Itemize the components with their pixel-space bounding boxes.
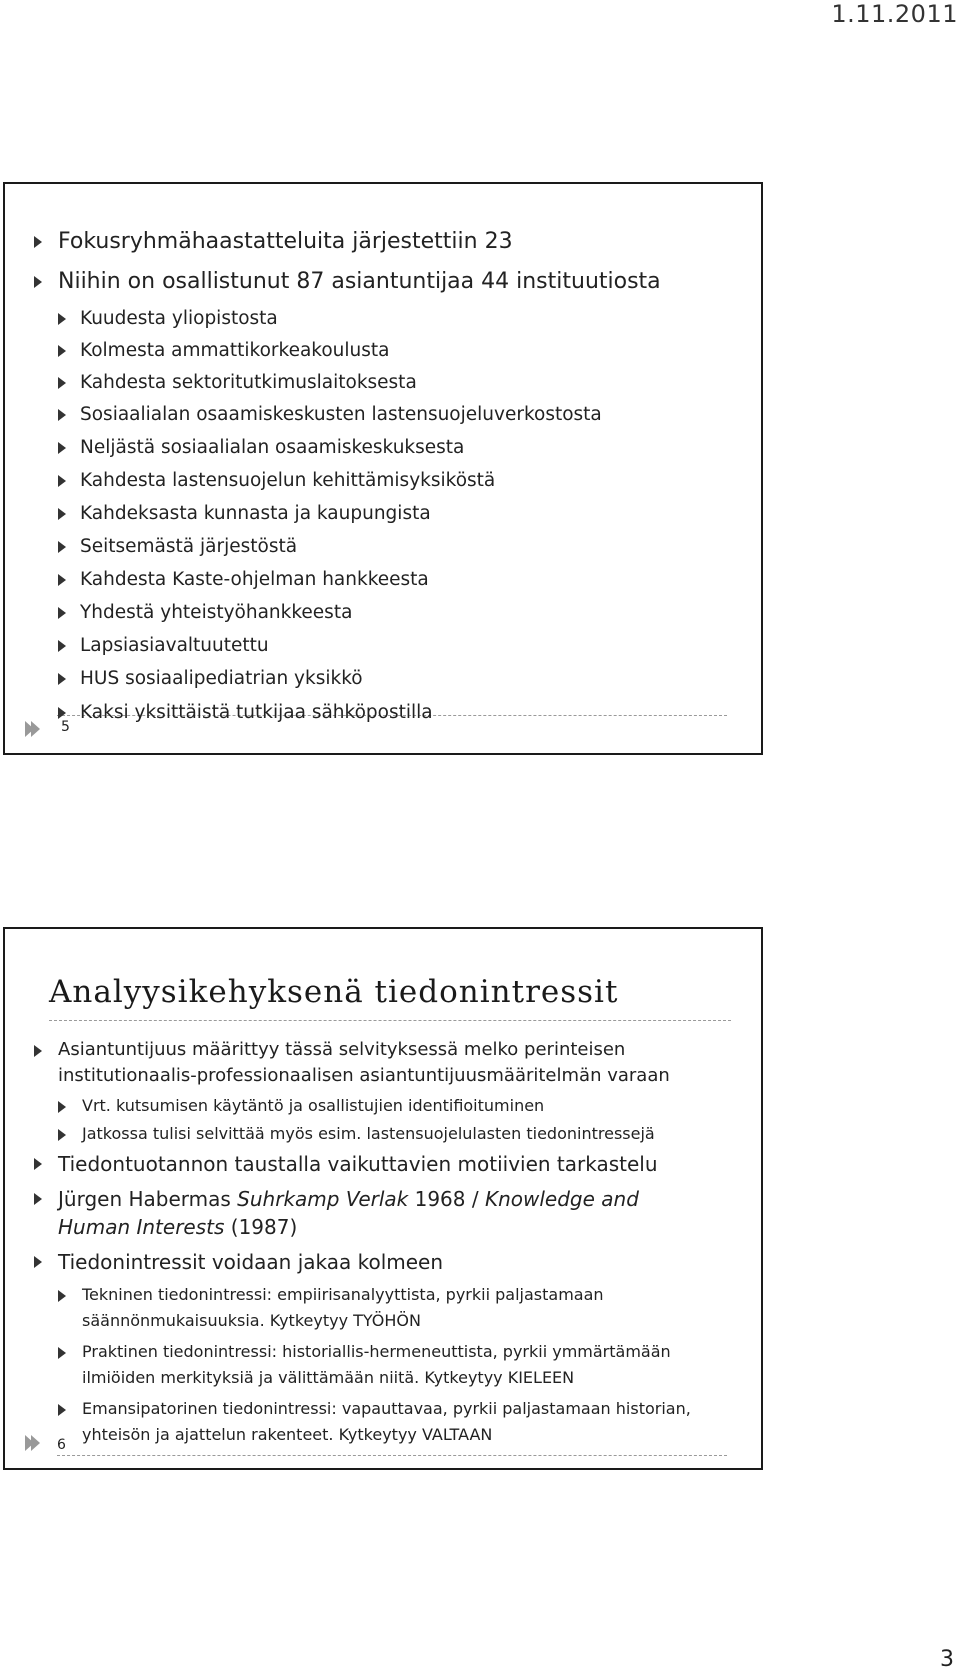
bullet-text: Fokusryhmähaastatteluita järjestettiin 23 [58, 229, 513, 254]
bullet-arrow-icon [58, 409, 66, 421]
bullet-text: Yhdestä yhteistyöhankkeesta [80, 602, 353, 623]
bullet-text: Emansipatorinen tiedonintressi: vapauttavaa, pyrkii paljastamaan historian, yhteisön ja ajattelun rakenteet. Kytkeytyy VALTAAN [82, 1399, 691, 1444]
sub-bullet-item [58, 340, 390, 361]
bullet-text: Kahdeksasta kunnasta ja kaupungista [80, 503, 431, 524]
bullet-arrow-icon [58, 640, 66, 652]
sub-bullet-item [58, 503, 431, 524]
bullet-text: Tekninen tiedonintressi: empiirisanalyyttista, pyrkii paljastamaan säännönmukaisuuksia. Kytkeytyy TYÖHÖN [82, 1285, 604, 1330]
bullet-arrow-icon [58, 475, 66, 487]
publisher-text: Suhrkamp Verlak [237, 1187, 409, 1211]
sub-bullet-item [58, 635, 269, 656]
bullet-text: Kahdesta lastensuojelun kehittämisyksiköstä [80, 470, 496, 491]
footer-divider [57, 1455, 727, 1456]
bullet-arrow-icon [58, 1404, 66, 1416]
slide-title: Analyysikehyksenä tiedonintressit [49, 974, 619, 1010]
bullet-text: Kahdesta Kaste-ohjelman hankkeesta [80, 569, 429, 590]
slide-5 [3, 182, 763, 755]
bullet-arrow-icon [58, 673, 66, 685]
slide-number: 6 [57, 1437, 66, 1453]
bullet-arrow-icon [58, 377, 66, 389]
bullet-item [34, 1248, 734, 1276]
bullet-arrow-icon [58, 1290, 66, 1302]
bullet-text: Jatkossa tulisi selvittää myös esim. lastensuojelulasten tiedonintressejä [82, 1124, 655, 1143]
sub-bullet-item [58, 437, 464, 458]
bullet-text: Neljästä sosiaalialan osaamiskeskuksesta [80, 437, 465, 458]
sub-bullet-item [58, 1396, 698, 1448]
bullet-text: Sosiaalialan osaamiskeskusten lastensuojeluverkostosta [80, 404, 602, 425]
bullet-arrow-icon [58, 313, 66, 325]
bullet-text: Tiedonintressit voidaan jakaa kolmeen [58, 1250, 444, 1274]
sub-bullet-item [58, 569, 429, 590]
bullet-arrow-icon [34, 236, 42, 248]
bullet-arrow-icon [34, 1045, 42, 1057]
sub-bullet-item [58, 602, 352, 623]
bullet-arrow-icon [58, 607, 66, 619]
bullet-text: Kuudesta yliopistosta [80, 308, 278, 329]
bullet-text: Vrt. kutsumisen käytäntö ja osallistujien identifioituminen [82, 1096, 545, 1115]
bullet-arrow-icon [58, 508, 66, 520]
sub-bullet-item [58, 702, 433, 723]
bullet-arrow-icon [58, 1347, 66, 1359]
sub-bullet-item [58, 372, 417, 393]
translation-year-text: (1987) [224, 1215, 298, 1239]
bullet-text [58, 1185, 674, 1241]
sub-bullet-item [58, 1339, 698, 1391]
sub-bullet-item [58, 404, 602, 425]
sub-bullet-item [58, 1093, 738, 1119]
bullet-text: Kaksi yksittäistä tutkijaa sähköpostilla [80, 702, 433, 723]
bullet-arrow-icon [58, 442, 66, 454]
slide-6 [3, 927, 763, 1470]
bullet-arrow-icon [58, 707, 66, 719]
bullet-item [34, 1185, 674, 1241]
bullet-arrow-icon [58, 1129, 66, 1141]
bullet-text: Niihin on osallistunut 87 asiantuntijaa 44 instituutiosta [58, 269, 661, 294]
bullet-text: Lapsiasiavaltuutettu [80, 635, 269, 656]
sub-bullet-item [58, 1121, 738, 1147]
bullet-arrow-icon [58, 345, 66, 357]
bullet-arrow-icon [58, 574, 66, 586]
bullet-text: Kahdesta sektoritutkimuslaitoksesta [80, 372, 417, 393]
page-date: 1.11.2011 [831, 0, 958, 28]
bullet-text: Praktinen tiedonintressi: historiallis-hermeneuttista, pyrkii ymmärtämään ilmiöiden merkityksiä ja välittämään niitä. Kytkeytyy KIELEEN [82, 1342, 671, 1387]
bullet-arrow-icon [58, 1101, 66, 1113]
bullet-arrow-icon [34, 276, 42, 288]
bullet-text: HUS sosiaalipediatrian yksikkö [80, 668, 363, 689]
bullet-item [34, 1150, 734, 1178]
title-divider [49, 1020, 731, 1021]
book-title-text: Knowledge and Human Interests [58, 1187, 639, 1239]
bullet-item [34, 269, 661, 294]
sub-bullet-item [58, 536, 297, 557]
bullet-arrow-icon [58, 541, 66, 553]
sub-bullet-item [58, 308, 278, 329]
bullet-text: Seitsemästä järjestöstä [80, 536, 298, 557]
year-text: 1968 / [408, 1187, 485, 1211]
footer-arrows-icon [25, 1435, 40, 1451]
author-text: Jürgen Habermas [58, 1187, 238, 1211]
bullet-text: Kolmesta ammattikorkeakoulusta [80, 340, 390, 361]
bullet-text: Asiantuntijuus määrittyy tässä selvityksessä melko perinteisen institutionaalis-professionaalisen asiantuntijuusmääritelmän varaan [58, 1039, 670, 1086]
bullet-arrow-icon [34, 1256, 42, 1268]
bullet-text: Tiedontuotannon taustalla vaikuttavien motiivien tarkastelu [58, 1152, 658, 1176]
slide-number: 5 [61, 719, 70, 735]
sub-bullet-item [58, 668, 363, 689]
bullet-arrow-icon [34, 1158, 42, 1170]
bullet-item [34, 1037, 734, 1089]
sub-bullet-item [58, 1282, 698, 1334]
footer-arrows-icon [25, 721, 40, 737]
sub-bullet-item [58, 470, 495, 491]
page-number: 3 [940, 1647, 954, 1672]
bullet-item [34, 229, 513, 254]
bullet-arrow-icon [34, 1193, 42, 1205]
